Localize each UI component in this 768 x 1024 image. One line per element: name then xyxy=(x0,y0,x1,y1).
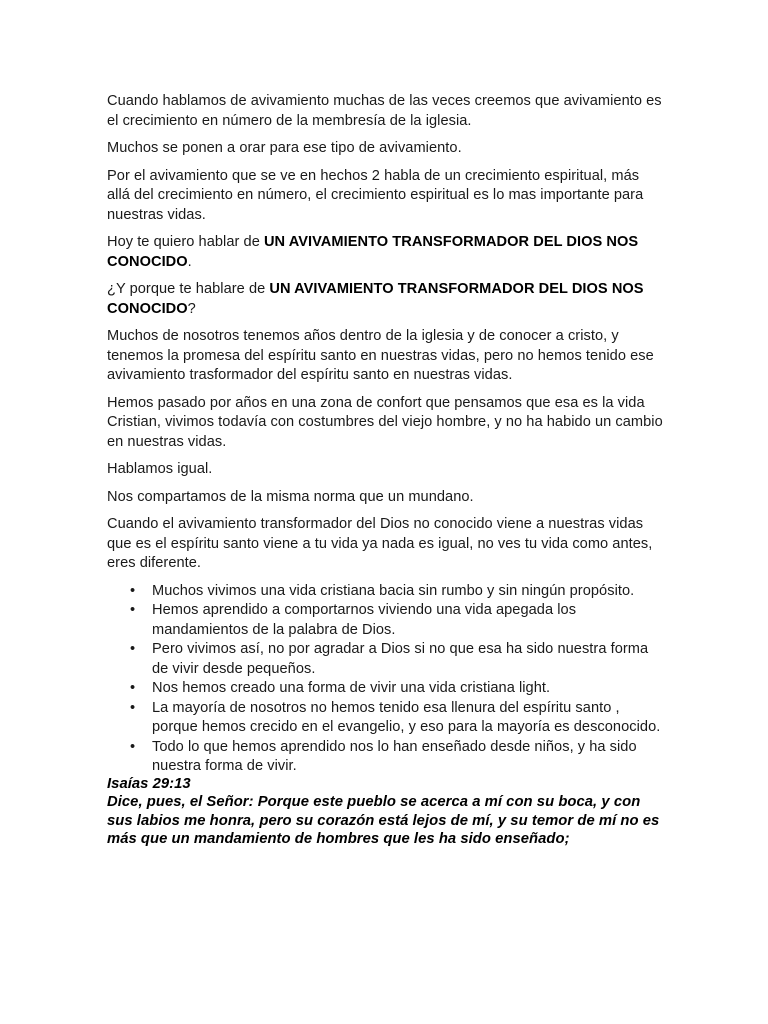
bullet-icon: • xyxy=(130,699,136,716)
document-page xyxy=(107,92,663,849)
bullet-icon: • xyxy=(130,641,136,657)
topic-title-bold: UN AVIVAMIENTO TRANSFORMADOR DEL DIOS NOS CONOCIDO xyxy=(107,234,639,270)
paragraph-worldly: Nos compartamos de la misma norma que un mundano. xyxy=(107,488,474,505)
list-item-text: Nos hemos creado una forma de vivir una vida cristiana light. xyxy=(152,680,551,696)
paragraph-comfort-zone: Hemos pasado por años en una zona de confort que pensamos que esa es la vida Cristian, vivimos todavía con costumbres del viejo hombre, y no ha habido un cambio en nuestras vidas. xyxy=(107,394,663,450)
paragraph-transformation: Cuando el avivamiento transformador del Dios no conocido viene a nuestras vidas que es el espíritu santo viene a tu vida ya nada es igual, no ves tu vida como antes, eres diferente. xyxy=(107,516,653,571)
list-item xyxy=(107,582,663,602)
paragraph-prayer: Muchos se ponen a orar para ese tipo de avivamiento. xyxy=(107,140,462,156)
paragraph-church-years: Muchos de nosotros tenemos años dentro de la iglesia y de conocer a cristo, y tenemos la promesa del espíritu santo en nuestras vidas, pero no hemos tenido ese avivamiento trasformador del espíritu santo en nuestras vidas. xyxy=(107,328,654,383)
paragraph-topic xyxy=(107,233,663,272)
verse-text: Dice, pues, el Señor: Porque este pueblo se acerca a mí con su boca, y con sus labios me honra, pero su corazón está lejos de mí, y su temor de mí no es más que un mandamiento de hombres que les ha sido enseñado; xyxy=(107,794,660,847)
verse-reference: Isaías 29:13 xyxy=(107,775,191,792)
bullet-icon: • xyxy=(130,582,136,599)
list-item-text: Pero vivimos así, no por agradar a Dios si no que esa ha sido nuestra forma de vivir desde pequeños. xyxy=(152,641,649,677)
list-item xyxy=(107,738,663,777)
bullet-icon: • xyxy=(130,680,136,696)
list-item xyxy=(107,679,663,699)
paragraph-speak-same: Hablamos igual. xyxy=(107,461,213,477)
list-item xyxy=(107,640,663,679)
list-item-text: Hemos aprendido a comportarnos viviendo una vida apegada los mandamientos de la palabra de Dios. xyxy=(152,602,577,638)
paragraph-intro: Cuando hablamos de avivamiento muchas de las veces creemos que avivamiento es el crecimiento en número de la membresía de la iglesia. xyxy=(107,93,662,129)
paragraph-question xyxy=(107,280,663,319)
list-item-text: La mayoría de nosotros no hemos tenido esa llenura del espíritu santo , porque hemos crecido en el evangelio, y eso para la mayoría es desconocido. xyxy=(152,699,661,735)
question-suffix: ? xyxy=(187,300,196,317)
paragraph-acts: Por el avivamiento que se ve en hechos 2 habla de un crecimiento espiritual, más allá del crecimiento en número, el crecimiento espiritual es lo mas importante para nuestras vidas. xyxy=(107,167,644,223)
topic-suffix: . xyxy=(187,253,192,270)
topic-prefix: Hoy te quiero hablar de xyxy=(107,234,264,250)
list-item-text: Todo lo que hemos aprendido nos lo han enseñado desde niños, y ha sido nuestra forma de vivir. xyxy=(152,738,637,774)
list-item xyxy=(107,601,663,640)
bullet-icon: • xyxy=(130,602,136,618)
question-prefix: ¿Y porque te hablare de xyxy=(107,281,270,297)
bullet-list xyxy=(107,582,663,777)
bullet-icon: • xyxy=(130,738,136,755)
question-title-bold: UN AVIVAMIENTO TRANSFORMADOR DEL DIOS NOS CONOCIDO xyxy=(107,281,644,317)
list-item xyxy=(107,699,663,738)
list-item-text: Muchos vivimos una vida cristiana bacia sin rumbo y sin ningún propósito. xyxy=(152,582,635,599)
